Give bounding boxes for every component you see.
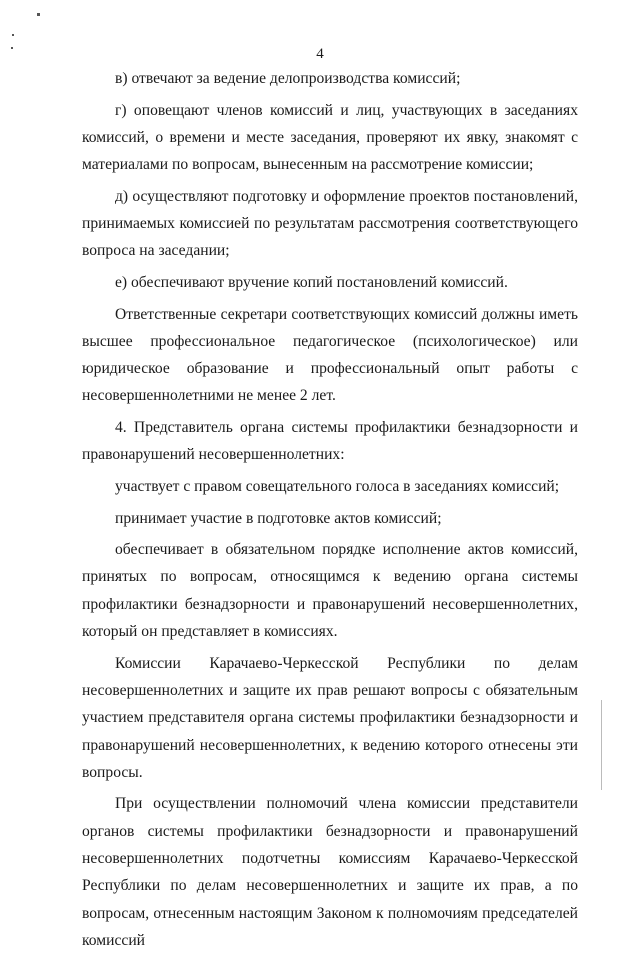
- paragraph: 4. Представитель органа системы профилактики безнадзорности и правонарушений несовершеннолетних:: [82, 419, 578, 464]
- paragraph: принимает участие в подготовке актов комиссий;: [115, 509, 442, 527]
- paragraph: д) осуществляют подготовку и оформление проектов постановлений, принимаемых комиссией по результатам рассмотрения соответствующего вопроса на заседании;: [82, 187, 578, 260]
- paragraph: е) обеспечивают вручение копий постановлений комиссий.: [115, 273, 508, 291]
- paragraph: Ответственные секретари соответствующих комиссий должны иметь высшее профессиональное педагогическое (психологическое) или юридическое образование и профессиональный опыт работы с несовершеннолетними не менее 2 лет.: [82, 305, 578, 405]
- scan-edge-line: [601, 700, 602, 790]
- scan-speck: [12, 34, 14, 36]
- paragraph: обеспечивает в обязательном порядке исполнение актов комиссий, принятых по вопросам, относящимся к ведению органа системы профилактики безнадзорности и правонарушений несовершеннолетних, который он представляет в комиссиях.: [82, 541, 578, 641]
- paragraph: участвует с правом совещательного голоса в заседаниях комиссий;: [115, 477, 560, 495]
- paragraph: При осуществлении полномочий члена комиссии представители органов системы профилактики безнадзорности и правонарушений несовершеннолетних подотчетны комиссиям Карачаево-Черкесской Республики по делам несовершеннолетних и защите их прав, а по вопросам, отнесенным настоящим Законом к полномочиям председателей комиссий: [82, 795, 578, 949]
- scan-speck: [37, 13, 40, 16]
- paragraph: в) отвечают за ведение делопроизводства комиссий;: [115, 70, 461, 87]
- paragraph: Комиссии Карачаево-Черкесской Республики по делам несовершеннолетних и защите их прав решают вопросы с обязательным участием представителя органа системы профилактики безнадзорности и правонарушений несовершеннолетних, к ведению которого отнесены эти вопросы.: [82, 654, 578, 781]
- paragraph: г) оповещают членов комиссий и лиц, участвующих в заседаниях комиссий, о времени и месте заседания, проверяют их явку, знакомят с материалами по вопросам, вынесенным на рассмотрение комиссии;: [82, 101, 578, 174]
- body-text: [82, 65, 578, 958]
- page-number: 4: [316, 46, 324, 62]
